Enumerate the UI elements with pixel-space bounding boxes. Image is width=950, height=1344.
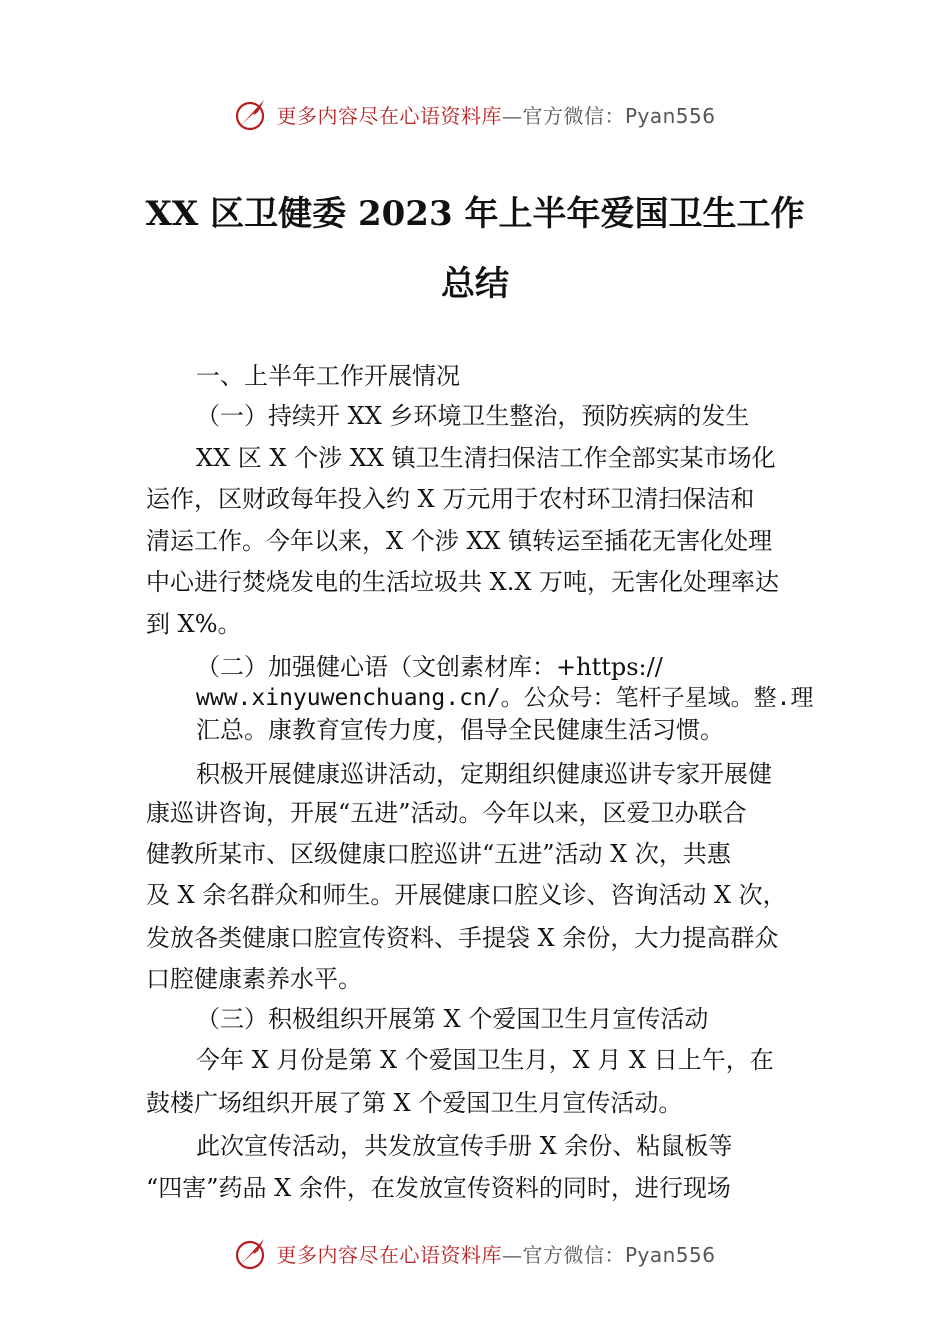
paragraph-line: 康巡讲咨询，开展“五进”活动。今年以来，区爱卫办联合 (146, 799, 747, 827)
banner-lead: 更多内容尽在心语资料库 (276, 1242, 502, 1267)
paragraph-line: 清运工作。今年以来，X 个涉 XX 镇转运至插花无害化处理 (146, 527, 773, 555)
paragraph-line: 运作，区财政每年投入约 X 万元用于农村环卫清扫保洁和 (146, 485, 755, 513)
banner-wechat: 官方微信：Pyan556 (522, 103, 716, 128)
paragraph-line: 到 X%。 (146, 610, 242, 638)
banner-wechat: 官方微信：Pyan556 (522, 1242, 716, 1267)
subsection-heading: （一）持续开 XX 乡环境卫生整治，预防疾病的发生 (196, 402, 750, 430)
banner-separator: — (501, 1242, 523, 1267)
quill-logo-icon (234, 1235, 270, 1271)
paragraph-line: 今年 X 月份是第 X 个爱国卫生月，X 月 X 日上午，在 (196, 1046, 774, 1074)
header-banner (0, 92, 950, 136)
footer-banner (0, 1231, 950, 1275)
paragraph-line: 此次宣传活动，共发放宣传手册 X 余份、粘鼠板等 (196, 1132, 733, 1160)
paragraph-line: “四害”药品 X 余件，在发放宣传资料的同时，进行现场 (146, 1174, 731, 1202)
banner-text (276, 1239, 715, 1268)
banner-lead: 更多内容尽在心语资料库 (276, 103, 502, 128)
paragraph-line: 及 X 余名群众和师生。开展健康口腔义诊、咨询活动 X 次， (146, 881, 787, 909)
document-title-line-1: XX 区卫健委 2023 年上半年爱国卫生工作 (145, 194, 805, 234)
paragraph-line: www.xinyuwenchuang.cn/。公众号：笔杆子星域。整.理 (196, 685, 814, 711)
paragraph-line: 口腔健康素养水平。 (146, 965, 362, 993)
paragraph-line: 健教所某市、区级健康口腔巡讲“五进”活动 X 次，共惠 (146, 840, 731, 868)
subsection-heading: （二）加强健心语（文创素材库：+https:// (196, 653, 663, 681)
paragraph-line: XX 区 X 个涉 XX 镇卫生清扫保洁工作全部实某市场化 (196, 444, 776, 472)
paragraph-line: 中心进行焚烧发电的生活垃圾共 X.X 万吨，无害化处理率达 (146, 568, 780, 596)
banner-separator: — (501, 103, 523, 128)
paragraph-line: 鼓楼广场组织开展了第 X 个爱国卫生月宣传活动。 (146, 1089, 683, 1117)
paragraph-line: 汇总。康教育宣传力度，倡导全民健康生活习惯。 (196, 716, 724, 744)
subsection-heading: （三）积极组织开展第 X 个爱国卫生月宣传活动 (196, 1005, 709, 1033)
paragraph-line: 发放各类健康口腔宣传资料、手提袋 X 余份，大力提高群众 (146, 924, 779, 952)
quill-logo-icon (234, 96, 270, 132)
banner-text (276, 100, 715, 129)
section-heading: 一、上半年工作开展情况 (196, 362, 460, 390)
document-title-line-2: 总结 (441, 264, 509, 304)
paragraph-line: 积极开展健康巡讲活动，定期组织健康巡讲专家开展健 (196, 760, 772, 788)
